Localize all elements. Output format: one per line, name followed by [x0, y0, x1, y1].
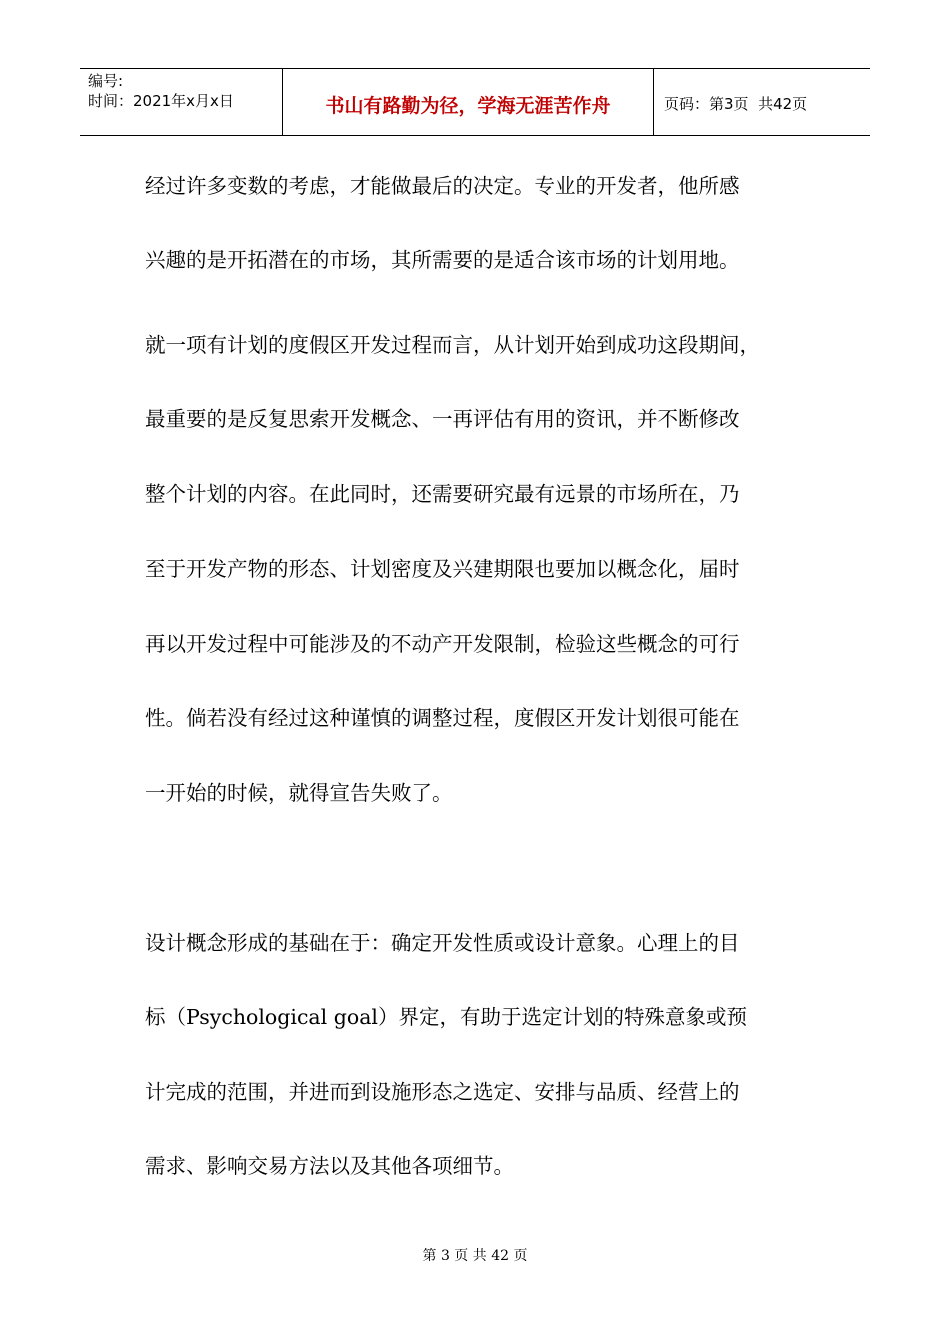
page-footer: 第 3 页 共 42 页: [422, 1248, 528, 1264]
body-line: 就一项有计划的度假区开发过程而言，从计划开始到成功这段期间，: [145, 333, 760, 357]
body-line: 性。倘若没有经过这种谨慎的调整过程，度假区开发计划很可能在: [145, 706, 740, 730]
body-line: 标（Psychological goal）界定，有助于选定计划的特殊意象或预: [145, 1005, 747, 1029]
body-line: 整个计划的内容。在此同时，还需要研究最有远景的市场所在，乃: [145, 482, 740, 506]
body-line: 需求、影响交易方法以及其他各项细节。: [145, 1154, 514, 1178]
body-line: 再以开发过程中可能涉及的不动产开发限制，检验这些概念的可行: [145, 632, 740, 656]
body-line: 计完成的范围，并进而到设施形态之选定、安排与品质、经营上的: [145, 1080, 740, 1104]
header-page-info: 页码：第3页 共42页: [664, 94, 808, 113]
body-line: 设计概念形成的基础在于：确定开发性质或设计意象。心理上的目: [145, 931, 740, 955]
body-line: 经过许多变数的考虑，才能做最后的决定。专业的开发者，他所感: [145, 174, 740, 198]
document-date-label: 时间：2021年x月x日: [88, 92, 234, 110]
header-meta-cell: [80, 69, 282, 135]
body-line: 一开始的时候，就得宣告失败了。: [145, 781, 453, 805]
body-line: 最重要的是反复思索开发概念、一再评估有用的资讯，并不断修改: [145, 407, 740, 431]
body-line: 兴趣的是开拓潜在的市场，其所需要的是适合该市场的计划用地。: [145, 248, 740, 272]
body-line: 至于开发产物的形态、计划密度及兴建期限也要加以概念化，届时: [145, 557, 740, 581]
document-number-label: 编号:: [88, 72, 124, 90]
header-motto: 书山有路勤为径，学海无涯苦作舟: [282, 69, 654, 135]
header-page-info-cell: [654, 69, 870, 135]
document-header: [80, 68, 870, 136]
